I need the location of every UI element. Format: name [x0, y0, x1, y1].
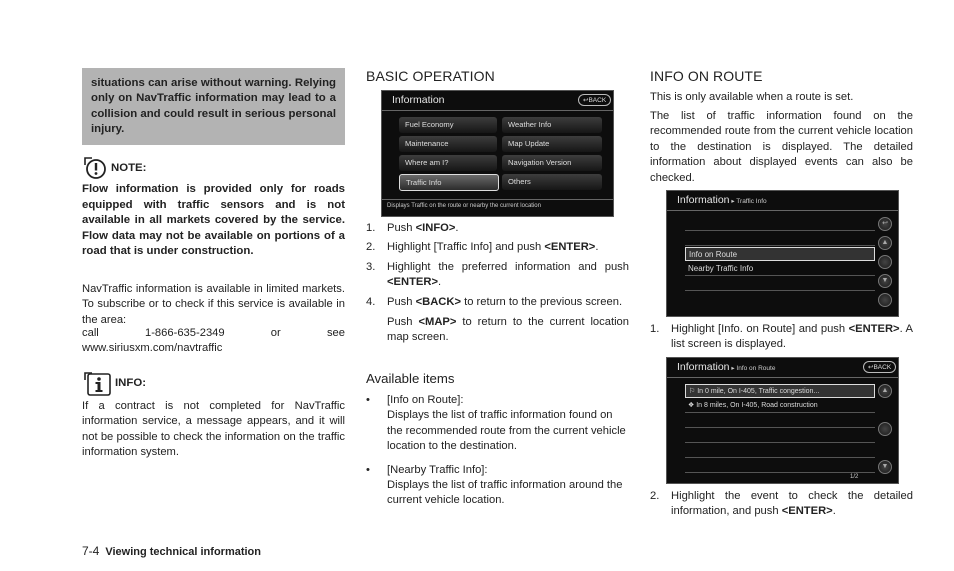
scroll-end-icon[interactable]: [878, 293, 892, 307]
scroll-up-icon[interactable]: ▲: [878, 236, 892, 250]
available-items-heading: Available items: [366, 371, 455, 386]
step-4-extra: Push <MAP> to return to the current location map screen.: [387, 316, 630, 344]
menu-traffic-info[interactable]: Traffic Info: [399, 174, 499, 191]
info-on-route-screen: [666, 357, 899, 484]
screen-title: Information ▸ Info on Route: [677, 361, 776, 373]
back-button[interactable]: ↩BACK: [578, 94, 611, 106]
back-arrow-icon[interactable]: ↩: [878, 217, 892, 231]
scroll-down-icon[interactable]: ▼: [878, 274, 892, 288]
info-label: INFO:: [115, 377, 147, 389]
note-icon: [82, 155, 108, 181]
note-bold-text: Flow information is provided only for roads equipped with traffic sensors and is not available in all markets covered by the service. Flow data may not be available on portions of a road that is under construction.: [82, 183, 345, 257]
row-traffic-event-2[interactable]: ❖ In 8 miles, On I-405, Road construction: [685, 399, 875, 413]
menu-map-update[interactable]: Map Update: [502, 136, 602, 152]
scroll-up-icon[interactable]: ▲: [878, 384, 892, 398]
available-items-list: [366, 393, 629, 509]
basic-operation-heading: BASIC OPERATION: [366, 68, 495, 84]
item-desc: Displays the list of traffic information found on the recommended route from the current vehicle location to the destination.: [387, 409, 626, 453]
note-para-1: NavTraffic information is available in limited markets. To subscribe or to check if this service is available in the area:: [82, 283, 345, 326]
menu-fuel-economy[interactable]: Fuel Economy: [399, 117, 497, 133]
page-indicator: 1/2: [850, 474, 859, 480]
note-heading: [82, 155, 146, 181]
screen-title: Information ▸ Traffic Info: [677, 194, 767, 206]
warning-text: situations can arise without warning. Relying only on NavTraffic information may lead to a collision and could result in serious personal injury.: [91, 77, 336, 136]
route-para-1: This is only available when a route is set.: [650, 91, 854, 103]
screen-title: Information: [392, 94, 445, 106]
scroll-indicator[interactable]: [878, 422, 892, 436]
row-info-on-route[interactable]: Info on Route: [685, 247, 875, 261]
back-arrow-icon: ↩: [868, 364, 874, 371]
traffic-event-icon: ⚐: [689, 388, 698, 395]
basic-steps: [366, 221, 629, 346]
route-para-2: The list of traffic information found on the recommended route from the current vehicle location to the destination is displayed. The detailed information about displayed events can also be checked.: [650, 110, 913, 184]
warning-box: [82, 68, 345, 145]
note-label: NOTE:: [111, 162, 147, 174]
list-item: • [Nearby Traffic Info]: Displays the list of traffic information around the current vehicle location.: [366, 463, 623, 507]
list-item: • [Info on Route]: Displays the list of traffic information found on the recommended route from the current vehicle location to the destination.: [366, 394, 626, 453]
step-3: 3. Highlight the preferred information and push <ENTER>.: [366, 260, 629, 289]
back-button[interactable]: ↩BACK: [863, 361, 896, 373]
route-step-1: 1. Highlight [Info. on Route] and push <ENTER>. A list screen is displayed.: [650, 323, 914, 351]
info-icon: [82, 370, 112, 396]
info-heading: [82, 370, 146, 396]
note-para-2: call 1-866-635-2349 or see www.siriusxm.com/navtraffic: [82, 327, 345, 355]
traffic-info-screen: [666, 190, 899, 317]
menu-where-am-i[interactable]: Where am I?: [399, 155, 497, 171]
step-1: 1. Push <INFO>.: [366, 222, 459, 234]
screen-footer-text: Displays Traffic on the route or nearby the current location: [387, 203, 541, 209]
menu-navigation-version[interactable]: Navigation Version: [502, 155, 602, 171]
route-step-2: 2. Highlight the event to check the detailed information, and push <ENTER>.: [650, 490, 913, 518]
menu-others[interactable]: Others: [502, 174, 602, 190]
construction-icon: ❖: [688, 402, 697, 409]
scroll-down-icon[interactable]: ▼: [878, 460, 892, 474]
item-label: [Info on Route]:: [387, 394, 464, 406]
information-menu-screen: [381, 90, 614, 217]
info-text: If a contract is not completed for NavTraffic information service, a message appears, and it will not be possible to check the information on the traffic information system.: [82, 400, 345, 459]
page-number: 7-4: [82, 544, 100, 558]
back-arrow-icon: ↩: [583, 97, 589, 104]
item-desc: Displays the list of traffic information around the current vehicle location.: [387, 479, 623, 507]
page-footer: [82, 544, 261, 558]
item-label: [Nearby Traffic Info]:: [387, 463, 488, 476]
row-traffic-event-1[interactable]: ⚐ In 0 mile, On I-405, Traffic congestion...: [685, 384, 875, 398]
row-nearby-traffic-info[interactable]: Nearby Traffic Info: [685, 262, 875, 276]
menu-weather-info[interactable]: Weather Info: [502, 117, 602, 133]
step-4: 4. Push <BACK> to return to the previous screen.: [366, 295, 623, 308]
step-2: 2. Highlight [Traffic Info] and push <ENTER>.: [366, 241, 599, 254]
section-title: Viewing technical information: [105, 546, 261, 558]
scroll-indicator[interactable]: [878, 255, 892, 269]
info-on-route-heading: INFO ON ROUTE: [650, 68, 763, 84]
menu-maintenance[interactable]: Maintenance: [399, 136, 497, 152]
